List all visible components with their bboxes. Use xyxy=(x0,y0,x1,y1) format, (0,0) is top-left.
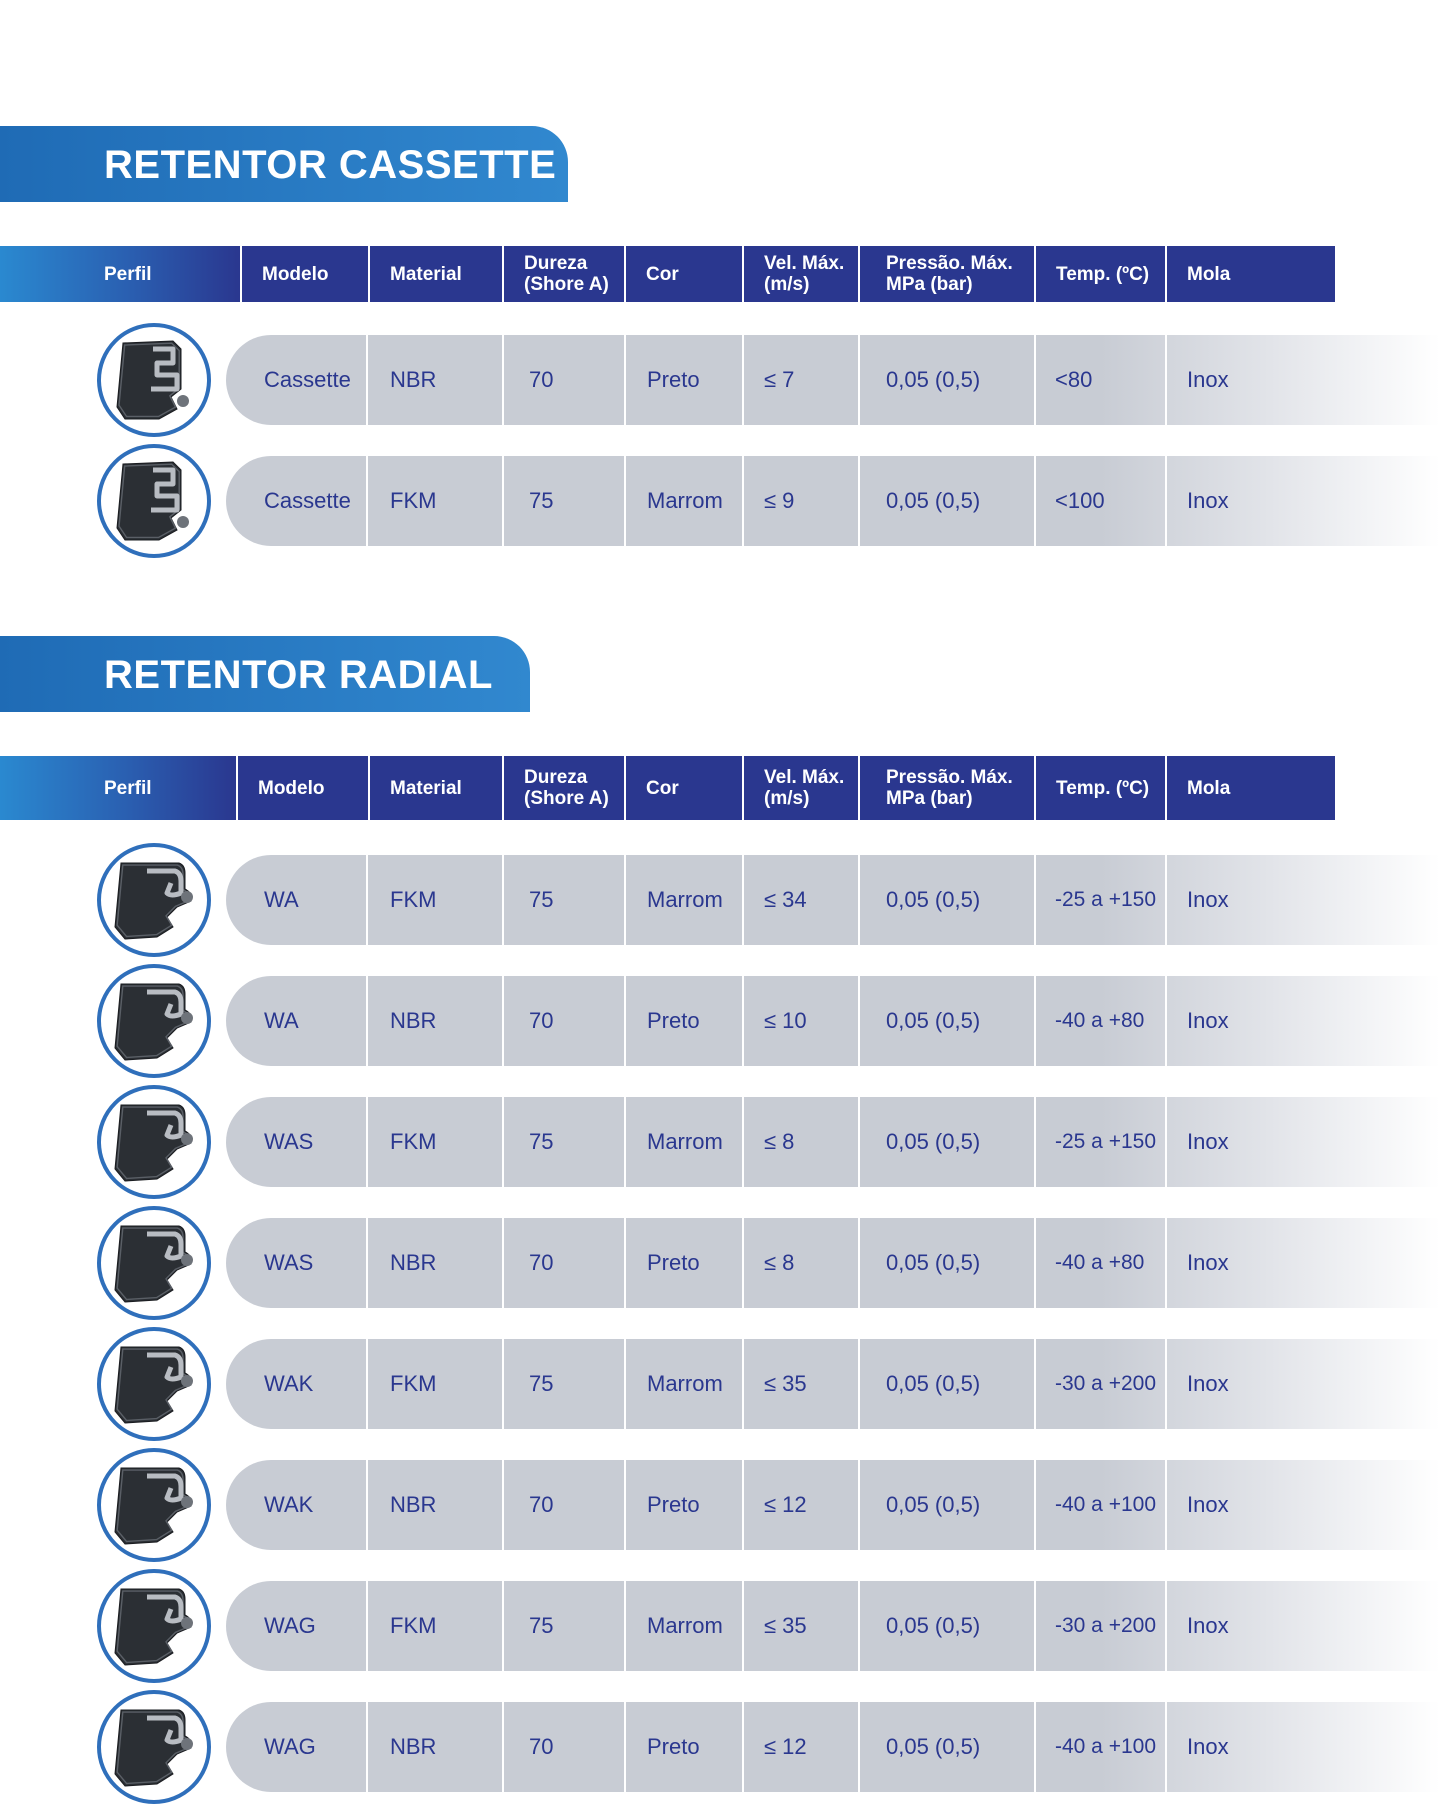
column-divider xyxy=(742,1097,744,1187)
column-divider xyxy=(1034,1097,1036,1187)
column-divider xyxy=(1034,335,1036,425)
cell-temp: -40 a +80 xyxy=(1055,1251,1145,1274)
column-divider xyxy=(502,1218,504,1308)
column-divider xyxy=(1165,1339,1167,1429)
cell-temp: -30 a +200 xyxy=(1055,1614,1157,1637)
cassette-seal-icon xyxy=(97,444,211,558)
cell-material: NBR xyxy=(390,1250,437,1275)
cell-material: FKM xyxy=(390,488,437,513)
column-divider xyxy=(858,1218,860,1308)
column-divider xyxy=(1034,1460,1036,1550)
table-row xyxy=(0,335,1440,425)
column-divider xyxy=(502,1097,504,1187)
column-divider xyxy=(624,855,626,945)
cell-mola: Inox xyxy=(1187,887,1229,912)
table-header-cassette xyxy=(0,246,1335,302)
cell-dureza: 75 xyxy=(529,1371,554,1396)
cell-material: NBR xyxy=(390,1734,437,1759)
cell-pressao: 0,05 (0,5) xyxy=(886,1734,981,1759)
table-header-radial xyxy=(0,756,1335,820)
column-divider xyxy=(502,1702,504,1792)
column-divider xyxy=(1165,1097,1167,1187)
column-divider xyxy=(742,1218,744,1308)
cassette-seal-icon xyxy=(97,323,211,437)
column-divider xyxy=(1165,456,1167,546)
column-divider xyxy=(1034,1581,1036,1671)
cell-mola: Inox xyxy=(1187,488,1229,513)
column-divider xyxy=(858,1097,860,1187)
cell-temp: <80 xyxy=(1055,367,1093,392)
column-divider xyxy=(624,456,626,546)
cell-mola: Inox xyxy=(1187,1613,1229,1638)
cell-pressao: 0,05 (0,5) xyxy=(886,367,981,392)
cell-mola: Inox xyxy=(1187,367,1229,392)
column-divider xyxy=(1165,1218,1167,1308)
header-cor: Cor xyxy=(626,246,742,302)
column-divider xyxy=(742,335,744,425)
cell-temp: <100 xyxy=(1055,488,1105,513)
cell-vel: ≤ 35 xyxy=(764,1371,807,1396)
cell-modelo: WAS xyxy=(264,1129,314,1154)
cell-cor: Marrom xyxy=(647,1129,723,1154)
radial-seal-was-icon xyxy=(97,1206,211,1320)
cell-vel: ≤ 8 xyxy=(764,1129,795,1154)
cell-vel: ≤ 10 xyxy=(764,1008,807,1033)
cell-pressao: 0,05 (0,5) xyxy=(886,1492,981,1517)
column-divider xyxy=(1165,976,1167,1066)
cell-mola: Inox xyxy=(1187,1734,1229,1759)
cell-dureza: 75 xyxy=(529,1129,554,1154)
column-divider xyxy=(366,1218,368,1308)
cell-material: NBR xyxy=(390,1008,437,1033)
table-row xyxy=(0,1218,1440,1308)
header-temp: Temp. (ºC) xyxy=(1036,756,1165,820)
cell-vel: ≤ 34 xyxy=(764,887,807,912)
column-divider xyxy=(742,855,744,945)
column-divider xyxy=(502,335,504,425)
cell-pressao: 0,05 (0,5) xyxy=(886,1008,981,1033)
column-divider xyxy=(366,335,368,425)
cell-dureza: 70 xyxy=(529,1008,554,1033)
cell-cor: Preto xyxy=(647,367,700,392)
cell-mola: Inox xyxy=(1187,1250,1229,1275)
header-perfil: Perfil xyxy=(0,246,240,302)
cell-pressao: 0,05 (0,5) xyxy=(886,1613,981,1638)
header-vel: Vel. Máx. (m/s) xyxy=(744,756,858,820)
header-cor: Cor xyxy=(626,756,742,820)
cell-temp: -40 a +80 xyxy=(1055,1009,1145,1032)
cell-modelo: WA xyxy=(264,887,299,912)
table-row xyxy=(0,1460,1440,1550)
cell-modelo: WAG xyxy=(264,1734,316,1759)
cell-cor: Marrom xyxy=(647,1371,723,1396)
cell-modelo: Cassette xyxy=(264,488,351,513)
table-row xyxy=(0,456,1440,546)
radial-seal-was-icon xyxy=(97,1085,211,1199)
header-modelo: Modelo xyxy=(238,756,368,820)
column-divider xyxy=(502,1339,504,1429)
cell-vel: ≤ 7 xyxy=(764,367,795,392)
column-divider xyxy=(366,456,368,546)
column-divider xyxy=(366,1581,368,1671)
cell-modelo: WAK xyxy=(264,1371,314,1396)
column-divider xyxy=(858,456,860,546)
cell-dureza: 70 xyxy=(529,1492,554,1517)
cell-cor: Marrom xyxy=(647,1613,723,1638)
column-divider xyxy=(1034,1339,1036,1429)
column-divider xyxy=(502,855,504,945)
radial-seal-wa-icon xyxy=(97,843,211,957)
cell-cor: Preto xyxy=(647,1250,700,1275)
cell-modelo: Cassette xyxy=(264,367,351,392)
column-divider xyxy=(742,976,744,1066)
cell-dureza: 75 xyxy=(529,488,554,513)
column-divider xyxy=(366,1339,368,1429)
cell-material: FKM xyxy=(390,887,437,912)
column-divider xyxy=(1165,1460,1167,1550)
column-divider xyxy=(624,1581,626,1671)
cell-temp: -30 a +200 xyxy=(1055,1372,1157,1395)
column-divider xyxy=(858,855,860,945)
cell-cor: Marrom xyxy=(647,887,723,912)
cell-pressao: 0,05 (0,5) xyxy=(886,1371,981,1396)
column-divider xyxy=(366,1460,368,1550)
column-divider xyxy=(1034,976,1036,1066)
cell-dureza: 70 xyxy=(529,367,554,392)
cell-vel: ≤ 35 xyxy=(764,1613,807,1638)
cell-modelo: WAS xyxy=(264,1250,314,1275)
column-divider xyxy=(1165,1581,1167,1671)
column-divider xyxy=(1034,1702,1036,1792)
header-temp: Temp. (ºC) xyxy=(1036,246,1165,302)
cell-vel: ≤ 12 xyxy=(764,1734,807,1759)
header-material: Material xyxy=(370,246,502,302)
table-row xyxy=(0,855,1440,945)
cell-vel: ≤ 12 xyxy=(764,1492,807,1517)
column-divider xyxy=(502,1460,504,1550)
cell-mola: Inox xyxy=(1187,1492,1229,1517)
column-divider xyxy=(502,456,504,546)
cell-mola: Inox xyxy=(1187,1371,1229,1396)
cell-pressao: 0,05 (0,5) xyxy=(886,1129,981,1154)
column-divider xyxy=(858,1339,860,1429)
column-divider xyxy=(858,976,860,1066)
cell-vel: ≤ 9 xyxy=(764,488,795,513)
column-divider xyxy=(502,976,504,1066)
section-title-radial: RETENTOR RADIAL xyxy=(0,636,530,712)
column-divider xyxy=(1165,1702,1167,1792)
header-dureza: Dureza (Shore A) xyxy=(504,246,624,302)
cell-temp: -25 a +150 xyxy=(1055,888,1157,911)
column-divider xyxy=(366,1097,368,1187)
table-row xyxy=(0,1097,1440,1187)
table-row xyxy=(0,1339,1440,1429)
column-divider xyxy=(742,1339,744,1429)
cell-material: FKM xyxy=(390,1129,437,1154)
table-row xyxy=(0,1581,1440,1671)
radial-seal-wag-icon xyxy=(97,1569,211,1683)
cell-temp: -25 a +150 xyxy=(1055,1130,1157,1153)
column-divider xyxy=(858,1702,860,1792)
cell-pressao: 0,05 (0,5) xyxy=(886,887,981,912)
header-pressao: Pressão. Máx. MPa (bar) xyxy=(860,246,1034,302)
radial-seal-wa-icon xyxy=(97,964,211,1078)
column-divider xyxy=(624,976,626,1066)
cell-temp: -40 a +100 xyxy=(1055,1735,1157,1758)
cell-dureza: 70 xyxy=(529,1250,554,1275)
header-modelo: Modelo xyxy=(242,246,368,302)
column-divider xyxy=(742,1581,744,1671)
cell-material: NBR xyxy=(390,1492,437,1517)
cell-cor: Preto xyxy=(647,1492,700,1517)
column-divider xyxy=(366,855,368,945)
column-divider xyxy=(624,1097,626,1187)
cell-modelo: WAK xyxy=(264,1492,314,1517)
cell-dureza: 75 xyxy=(529,887,554,912)
cell-temp: -40 a +100 xyxy=(1055,1493,1157,1516)
cell-cor: Marrom xyxy=(647,488,723,513)
column-divider xyxy=(858,1581,860,1671)
cell-material: FKM xyxy=(390,1371,437,1396)
column-divider xyxy=(1165,335,1167,425)
table-row xyxy=(0,1702,1440,1792)
header-pressao: Pressão. Máx. MPa (bar) xyxy=(860,756,1034,820)
header-vel: Vel. Máx. (m/s) xyxy=(744,246,858,302)
column-divider xyxy=(742,456,744,546)
header-dureza: Dureza (Shore A) xyxy=(504,756,624,820)
radial-seal-wak-icon xyxy=(97,1448,211,1562)
radial-seal-wag-icon xyxy=(97,1690,211,1804)
section-title-cassette: RETENTOR CASSETTE xyxy=(0,126,568,202)
table-row xyxy=(0,976,1440,1066)
column-divider xyxy=(1034,1218,1036,1308)
column-divider xyxy=(624,1702,626,1792)
cell-pressao: 0,05 (0,5) xyxy=(886,1250,981,1275)
column-divider xyxy=(624,1460,626,1550)
column-divider xyxy=(1034,456,1036,546)
column-divider xyxy=(624,335,626,425)
column-divider xyxy=(742,1460,744,1550)
header-mola: Mola xyxy=(1167,756,1335,820)
column-divider xyxy=(1034,855,1036,945)
radial-seal-wak-icon xyxy=(97,1327,211,1441)
cell-dureza: 75 xyxy=(529,1613,554,1638)
cell-modelo: WA xyxy=(264,1008,299,1033)
cell-cor: Preto xyxy=(647,1008,700,1033)
column-divider xyxy=(858,335,860,425)
cell-vel: ≤ 8 xyxy=(764,1250,795,1275)
cell-material: FKM xyxy=(390,1613,437,1638)
column-divider xyxy=(858,1460,860,1550)
column-divider xyxy=(366,976,368,1066)
column-divider xyxy=(624,1218,626,1308)
column-divider xyxy=(624,1339,626,1429)
column-divider xyxy=(366,1702,368,1792)
cell-material: NBR xyxy=(390,367,437,392)
column-divider xyxy=(742,1702,744,1792)
cell-dureza: 70 xyxy=(529,1734,554,1759)
cell-cor: Preto xyxy=(647,1734,700,1759)
cell-mola: Inox xyxy=(1187,1008,1229,1033)
header-mola: Mola xyxy=(1167,246,1335,302)
header-perfil: Perfil xyxy=(0,756,236,820)
column-divider xyxy=(1165,855,1167,945)
column-divider xyxy=(502,1581,504,1671)
cell-modelo: WAG xyxy=(264,1613,316,1638)
cell-pressao: 0,05 (0,5) xyxy=(886,488,981,513)
cell-mola: Inox xyxy=(1187,1129,1229,1154)
header-material: Material xyxy=(370,756,502,820)
